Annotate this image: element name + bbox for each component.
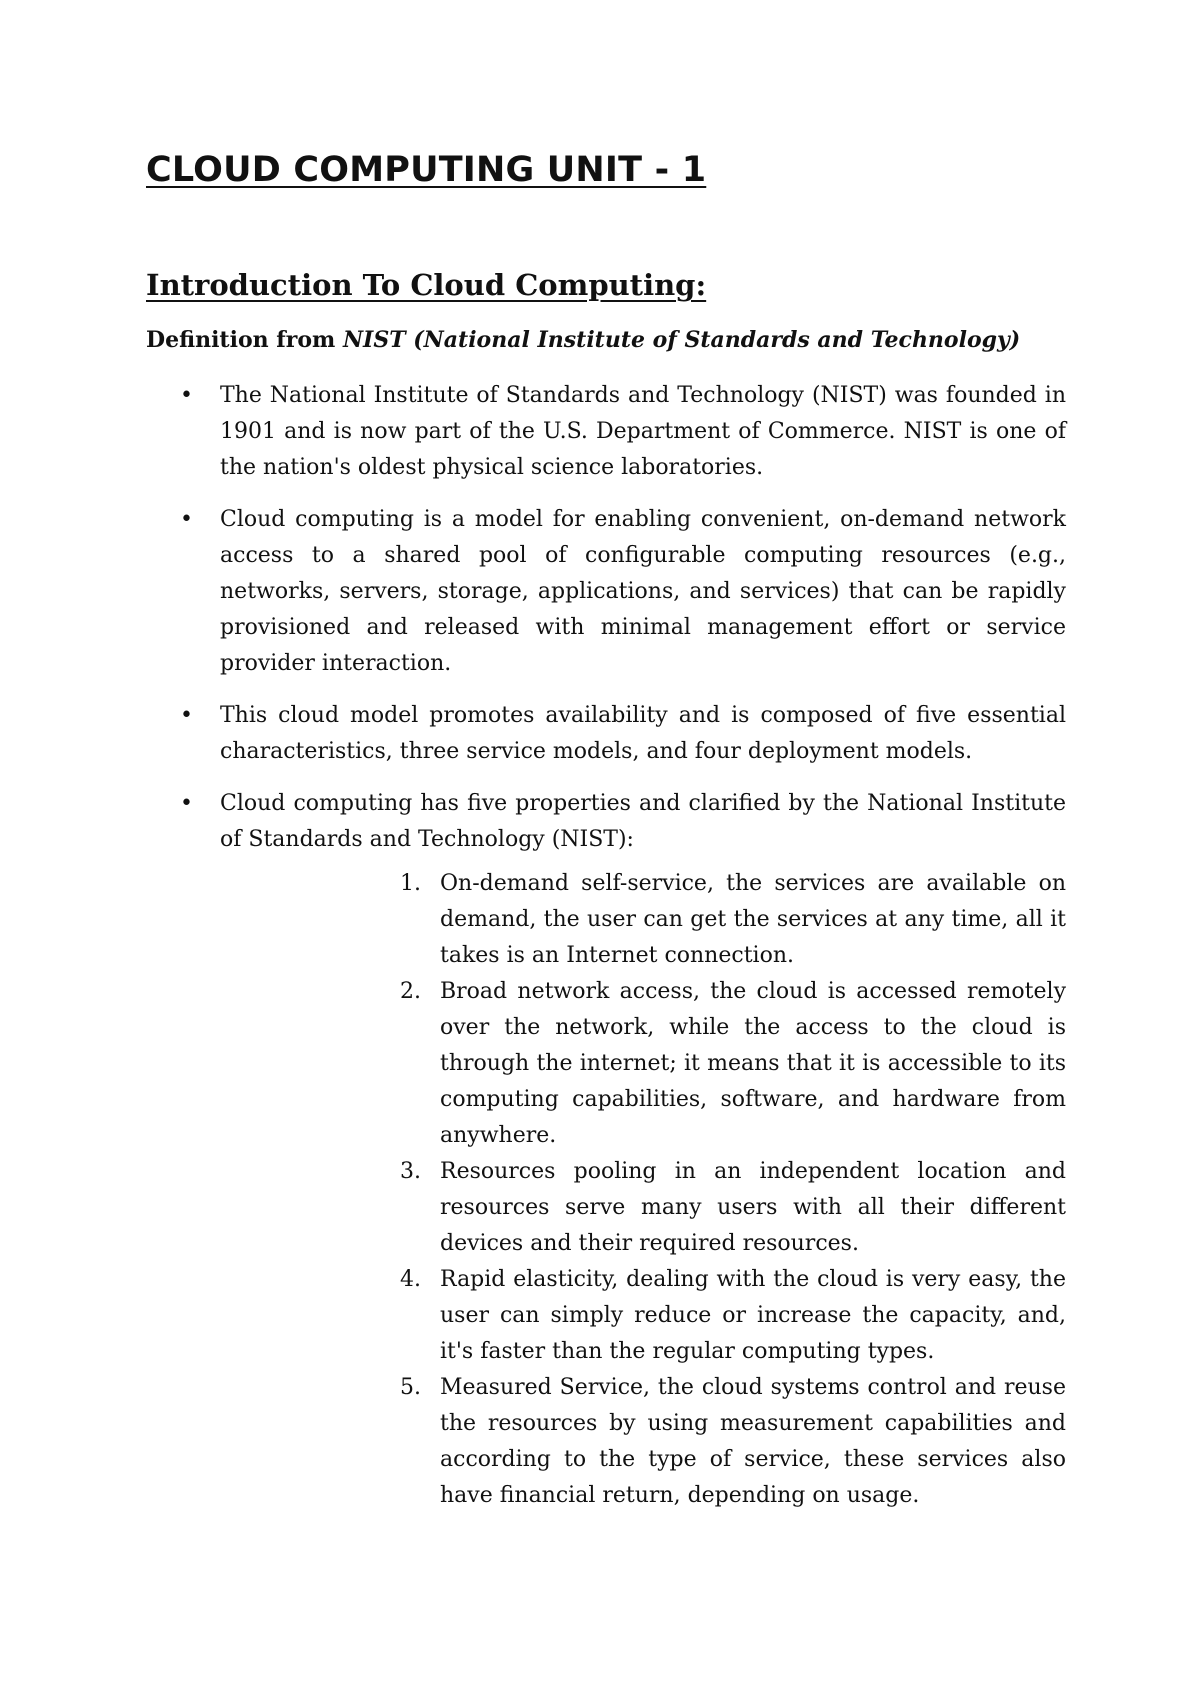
bullet-text: This cloud model promotes availability and is composed of five essential characteristics, three service models, and four deployment models.	[220, 703, 1066, 764]
properties-list	[400, 866, 1066, 1514]
property-text: Rapid elasticity, dealing with the cloud is very easy, the user can simply reduce or increase the capacity, and, it's faster than the regular computing types.	[440, 1267, 1066, 1364]
definition-prefix: Definition from	[146, 327, 343, 353]
property-number: 5.	[400, 1375, 421, 1400]
property-number: 4.	[400, 1267, 421, 1292]
property-number: 1.	[400, 871, 421, 896]
property-item	[400, 1154, 1066, 1262]
property-item	[400, 866, 1066, 974]
bullet-text: Cloud computing has five properties and clarified by the National Institute of Standards and Technology (NIST):	[220, 791, 1066, 852]
bullet-symbol: •	[180, 383, 193, 408]
bullet-text: Cloud computing is a model for enabling convenient, on-demand network access to a shared pool of configurable computing resources (e.g., networks, servers, storage, applications, and services) that can be rapidly provisioned and released with minimal management effort or service provider interaction.	[220, 507, 1066, 676]
bullet-list	[146, 378, 1066, 1530]
bullet-item	[146, 698, 1066, 770]
property-item	[400, 1262, 1066, 1370]
definition-source: NIST (National Institute of Standards and Technology)	[342, 327, 1021, 353]
bullet-symbol: •	[180, 703, 193, 728]
property-item	[400, 1370, 1066, 1514]
bullet-item	[146, 786, 1066, 1514]
bullet-symbol: •	[180, 791, 193, 816]
property-number: 2.	[400, 979, 421, 1004]
bullet-symbol: •	[180, 507, 193, 532]
bullet-text: The National Institute of Standards and Technology (NIST) was founded in 1901 and is now part of the U.S. Department of Commerce. NIST is one of the nation's oldest physical science laboratories.	[220, 383, 1066, 480]
bullet-item	[146, 378, 1066, 486]
bullet-item	[146, 502, 1066, 682]
definition-line	[146, 327, 1020, 353]
property-text: Measured Service, the cloud systems control and reuse the resources by using measurement capabilities and according to the type of service, these services also have financial return, depending on usage.	[440, 1375, 1066, 1508]
property-item	[400, 974, 1066, 1154]
property-text: Broad network access, the cloud is accessed remotely over the network, while the access to the cloud is through the internet; it means that it is accessible to its computing capabilities, software, and hardware from anywhere.	[440, 979, 1066, 1148]
property-text: On-demand self-service, the services are available on demand, the user can get the services at any time, all it takes is an Internet connection.	[440, 871, 1066, 968]
section-heading: Introduction To Cloud Computing:	[146, 268, 707, 302]
property-number: 3.	[400, 1159, 421, 1184]
property-text: Resources pooling in an independent location and resources serve many users with all their different devices and their required resources.	[440, 1159, 1066, 1256]
page-title: CLOUD COMPUTING UNIT - 1	[146, 150, 707, 190]
